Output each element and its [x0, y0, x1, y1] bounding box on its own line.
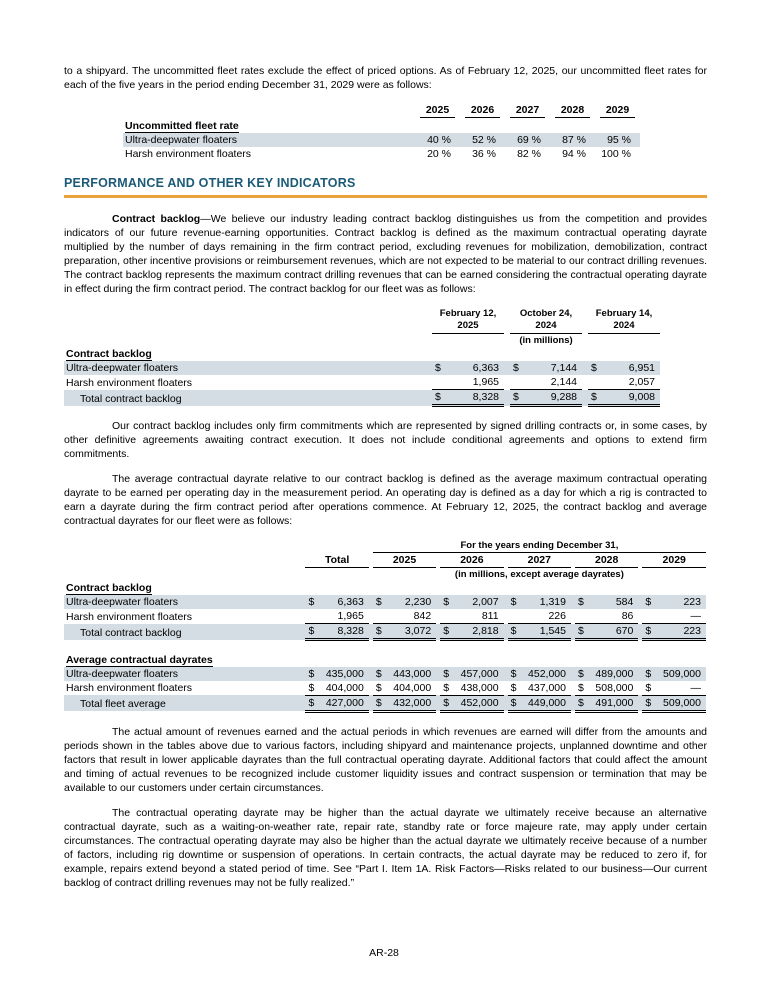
cell-value: 443,000 — [386, 667, 436, 681]
year-header: 2028 — [555, 104, 590, 118]
currency-symbol: $ — [575, 667, 588, 681]
table-row — [64, 361, 660, 375]
cell-value: 8,328 — [319, 624, 369, 640]
cell-value: 86 — [588, 609, 638, 624]
cell-value: 509,000 — [655, 695, 706, 711]
date-header-row — [64, 307, 660, 334]
column-header: 2027 — [508, 553, 571, 568]
year-header: 2025 — [420, 104, 455, 118]
currency-symbol: $ — [373, 667, 386, 681]
currency-symbol: $ — [432, 361, 446, 375]
table-section-label: Uncommitted fleet rate — [125, 120, 239, 132]
year-header-row — [64, 553, 706, 568]
units-note-row — [64, 568, 706, 582]
row-label: Harsh environment floaters — [66, 376, 193, 389]
cell-value: 82 % — [517, 148, 541, 160]
cell-value: 223 — [655, 624, 706, 640]
section-label-row — [64, 347, 660, 361]
cell-value: 842 — [386, 609, 436, 624]
cell-value: 2,057 — [602, 375, 660, 390]
cell-value: 2,007 — [453, 595, 503, 609]
cell-value: 100 % — [601, 148, 631, 160]
units-note: (in millions, except average dayrates) — [454, 569, 624, 580]
body-paragraph: Our contract backlog includes only firm commitments which are represented by signed drilling contracts or, in some cases, by other definitive agreements awaiting contract execution. It does not include conditional agreements and options to extend firm commitments. — [64, 420, 707, 460]
currency-symbol: $ — [508, 695, 521, 711]
date-header — [588, 307, 660, 334]
cell-value: 509,000 — [655, 667, 706, 681]
currency-symbol: $ — [508, 681, 521, 696]
currency-symbol: $ — [588, 361, 602, 375]
section-header: PERFORMANCE AND OTHER KEY INDICATORS — [64, 176, 707, 198]
cell-value: 1,545 — [521, 624, 571, 640]
row-label: Harsh environment floaters — [66, 610, 193, 623]
column-header: Total — [305, 553, 368, 568]
currency-symbol: $ — [373, 695, 386, 711]
currency-symbol — [508, 609, 521, 624]
table-row — [64, 375, 660, 390]
row-label: Ultra-deepwater floaters — [64, 667, 305, 681]
spacer-row — [64, 640, 706, 653]
currency-symbol: $ — [305, 681, 318, 696]
cell-value: 811 — [453, 609, 503, 624]
date-header-line2: 2024 — [613, 320, 635, 331]
row-label: Total contract backlog — [64, 624, 305, 640]
cell-value: 20 % — [427, 148, 451, 160]
page-number: AR-28 — [369, 947, 399, 959]
cell-value: 223 — [655, 595, 706, 609]
cell-value: 432,000 — [386, 695, 436, 711]
table-row — [64, 609, 706, 624]
date-header-line2: 2025 — [457, 320, 479, 331]
cell-value: 2,230 — [386, 595, 436, 609]
currency-symbol: $ — [575, 624, 588, 640]
currency-symbol: $ — [432, 390, 446, 406]
section-label-row — [64, 653, 706, 667]
table-total-row — [64, 390, 660, 406]
currency-symbol — [575, 609, 588, 624]
currency-symbol: $ — [440, 667, 453, 681]
date-header-line1: February 12, — [439, 308, 497, 319]
body-paragraph: The contractual operating dayrate may be higher than the actual dayrate we ultimately receive because an alternative contractual dayrate, such as a waiting-on-weather rate, repair rate, standby rate or force majeure rate, may apply under certain circumstances. The contractual operating dayrate may also be higher than the actual dayrate we ultimately receive because of a number of factors, including rig downtime or suspension of operations. In certain contracts, the actual dayrate may be reduced to zero if, for example, repairs extend beyond a stated period of time. See “Part I. Item 1A. Risk Factors—Risks related to our business—Our current backlog of contract drilling revenues may not be fully realized.” — [64, 806, 707, 889]
currency-symbol: $ — [373, 624, 386, 640]
currency-symbol: $ — [575, 695, 588, 711]
currency-symbol — [588, 375, 602, 390]
currency-symbol: $ — [642, 624, 655, 640]
currency-symbol: $ — [373, 681, 386, 696]
currency-symbol — [642, 609, 655, 624]
contract-backlog-text: —We believe our industry leading contract backlog distinguishes us from the competition and provides indicators of our future revenue-earning opportunities. Contract backlog is defined as the maximum contractual operating dayrate multiplied by the number of days remaining in the firm contract period, excluding revenues for mobilization, demobilization, contract preparation, other incentive provisions or reimbursement revenues, which are not expected to be material to our contract drilling revenues. The contract backlog represents the maximum contract drilling revenues that can be earned considering the contractual operating dayrate in effect during the firm contract period. The contract backlog for our fleet was as follows: — [64, 213, 707, 295]
cell-value: 2,144 — [524, 375, 582, 390]
row-label: Harsh environment floaters — [125, 148, 252, 160]
currency-symbol: $ — [642, 667, 655, 681]
cell-value: 491,000 — [588, 695, 638, 711]
currency-symbol: $ — [440, 624, 453, 640]
cell-value: 6,951 — [602, 361, 660, 375]
cell-value: 584 — [588, 595, 638, 609]
currency-symbol: $ — [642, 695, 655, 711]
intro-paragraph: to a shipyard. The uncommitted fleet rates exclude the effect of priced options. As of February 12, 2025, our uncommitted fleet rates for each of the five years in the period ending December 31, 2029 were as follows: — [64, 65, 707, 91]
row-label: Ultra-deepwater floaters — [64, 595, 305, 609]
cell-value: 1,965 — [446, 375, 504, 390]
currency-symbol: $ — [575, 681, 588, 696]
cell-value: 449,000 — [521, 695, 571, 711]
currency-symbol: $ — [642, 681, 655, 696]
cell-value: 404,000 — [386, 681, 436, 696]
body-paragraph: The actual amount of revenues earned and the actual periods in which revenues are earned will differ from the amounts and periods shown in the tables above due to various factors, including shipyard and maintenance projects, unplanned downtime and other factors that result in lower applicable dayrates than the full contractual operating dayrate. Additional factors that could affect the amount and timing of actual revenues to be recognized include customer liquidity issues and contract suspension or termination that may be available to our customers under certain circumstances. — [64, 725, 707, 794]
table-section-label: Average contractual dayrates — [66, 653, 213, 666]
currency-symbol — [440, 609, 453, 624]
cell-value: 87 % — [550, 133, 595, 147]
cell-value: 435,000 — [319, 667, 369, 681]
currency-symbol: $ — [305, 667, 318, 681]
table-total-row — [64, 624, 706, 640]
table-row — [123, 133, 640, 147]
cell-value: — — [655, 681, 706, 696]
table-section-label: Contract backlog — [66, 348, 152, 360]
cell-value: 2,818 — [453, 624, 503, 640]
table-row — [64, 595, 706, 609]
contract-backlog-table — [64, 307, 660, 407]
currency-symbol: $ — [510, 361, 524, 375]
year-header: 2027 — [510, 104, 545, 118]
contract-backlog-paragraph — [64, 212, 707, 296]
currency-symbol — [510, 375, 524, 390]
units-note: (in millions) — [519, 335, 573, 346]
contract-backlog-term: Contract backlog — [112, 213, 201, 225]
year-header: 2026 — [465, 104, 500, 118]
section-label-row — [123, 119, 640, 133]
currency-symbol: $ — [642, 595, 655, 609]
table-row — [64, 681, 706, 696]
cell-value: 670 — [588, 624, 638, 640]
cell-value: 489,000 — [588, 667, 638, 681]
year-header-row — [123, 103, 640, 119]
currency-symbol: $ — [440, 595, 453, 609]
cell-value: 226 — [521, 609, 571, 624]
cell-value: 427,000 — [319, 695, 369, 711]
cell-value: 95 % — [595, 133, 640, 147]
cell-value: 6,363 — [446, 361, 504, 375]
cell-value: 6,363 — [319, 595, 369, 609]
currency-symbol: $ — [588, 390, 602, 406]
cell-value: — — [655, 609, 706, 624]
row-label: Harsh environment floaters — [66, 682, 193, 694]
cell-value: 452,000 — [453, 695, 503, 711]
currency-symbol — [373, 609, 386, 624]
column-header: 2029 — [642, 553, 706, 568]
cell-value: 508,000 — [588, 681, 638, 696]
date-header — [510, 307, 582, 334]
table-row — [123, 147, 640, 161]
cell-value: 40 % — [415, 133, 460, 147]
cell-value: 9,288 — [524, 390, 582, 406]
cell-value: 438,000 — [453, 681, 503, 696]
column-header: 2026 — [440, 553, 503, 568]
cell-value: 52 % — [460, 133, 505, 147]
cell-value: 36 % — [472, 148, 496, 160]
currency-symbol: $ — [508, 595, 521, 609]
currency-symbol: $ — [305, 695, 318, 711]
cell-value: 1,965 — [319, 609, 369, 624]
cell-value: 94 % — [562, 148, 586, 160]
row-label: Total contract backlog — [64, 390, 432, 406]
currency-symbol: $ — [305, 624, 318, 640]
cell-value: 452,000 — [521, 667, 571, 681]
date-header-line1: February 14, — [595, 308, 653, 319]
uncommitted-fleet-rate-table — [123, 103, 640, 161]
currency-symbol: $ — [440, 695, 453, 711]
table-total-row — [64, 695, 706, 711]
currency-symbol: $ — [305, 595, 318, 609]
cell-value: 404,000 — [319, 681, 369, 696]
body-paragraph: The average contractual dayrate relative to our contract backlog is defined as the average maximum contractual operating dayrate to be earned per operating day in the measurement period. An operating day is defined as a day for which a rig is contracted to earn a dayrate during the firm contract period after operations commence. At February 12, 2025, the contract backlog and average contractual dayrates for our fleet were as follows: — [64, 473, 707, 527]
currency-symbol: $ — [508, 667, 521, 681]
currency-symbol: $ — [373, 595, 386, 609]
row-label: Ultra-deepwater floaters — [64, 361, 432, 375]
date-header-line1: October 24, — [519, 308, 573, 319]
cell-value: 3,072 — [386, 624, 436, 640]
cell-value: 457,000 — [453, 667, 503, 681]
cell-value: 1,319 — [521, 595, 571, 609]
year-header: 2029 — [600, 104, 635, 118]
units-note-row — [64, 334, 660, 348]
cell-value: 9,008 — [602, 390, 660, 406]
currency-symbol: $ — [440, 681, 453, 696]
date-header-line2: 2024 — [535, 320, 557, 331]
section-label-row — [64, 581, 706, 595]
date-header — [432, 307, 504, 334]
table-section-label: Contract backlog — [66, 582, 152, 594]
currency-symbol: $ — [575, 595, 588, 609]
cell-value: 69 % — [505, 133, 550, 147]
row-label: Ultra-deepwater floaters — [123, 133, 415, 147]
currency-symbol: $ — [510, 390, 524, 406]
cell-value: 8,328 — [446, 390, 504, 406]
span-header-row — [64, 539, 706, 553]
cell-value: 437,000 — [521, 681, 571, 696]
table-row — [64, 667, 706, 681]
cell-value: 7,144 — [524, 361, 582, 375]
fleet-backlog-dayrates-table — [64, 539, 706, 713]
column-header: 2028 — [575, 553, 638, 568]
row-label: Total fleet average — [64, 695, 305, 711]
column-header: 2025 — [373, 553, 436, 568]
span-header: For the years ending December 31, — [373, 539, 706, 553]
currency-symbol: $ — [508, 624, 521, 640]
currency-symbol — [305, 609, 318, 624]
currency-symbol — [432, 375, 446, 390]
